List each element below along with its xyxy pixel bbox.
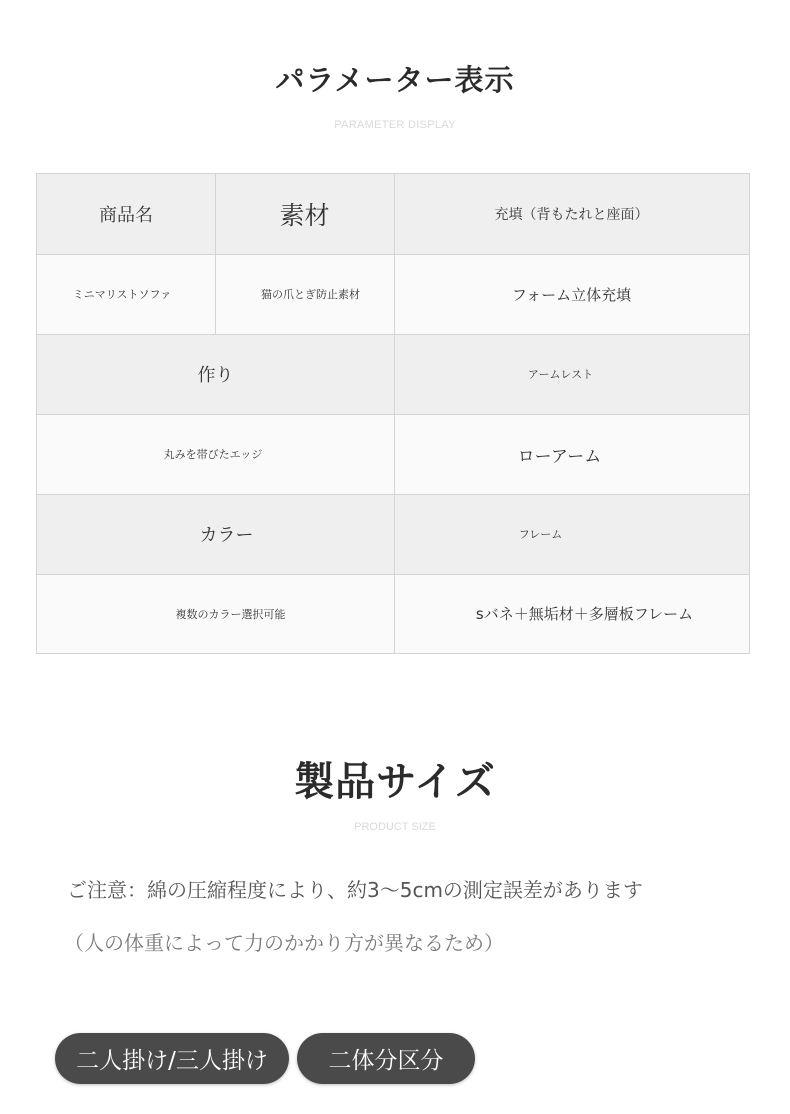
- parameter-section-title: パラメーター表示: [275, 63, 515, 97]
- material-value: 猫の爪とぎ防止素材: [261, 288, 360, 301]
- table-divider: [215, 174, 216, 334]
- material-label: 素材: [279, 201, 330, 230]
- color-label: カラー: [199, 525, 254, 546]
- tab-two-piece-split[interactable]: 二体分区分: [297, 1033, 475, 1084]
- table-row: [37, 414, 749, 494]
- armrest-label: アームレスト: [527, 368, 594, 381]
- size-section-title: 製品サイズ: [294, 759, 496, 805]
- table-row: [37, 574, 749, 653]
- table-divider: [37, 334, 749, 335]
- table-divider: [394, 174, 395, 653]
- table-row: [37, 254, 749, 334]
- color-value: 複数のカラー選択可能: [175, 607, 286, 621]
- parameter-section-subtitle: PARAMETER DISPLAY: [334, 119, 456, 131]
- size-section-subtitle: PRODUCT SIZE: [354, 821, 436, 833]
- tab-two-three-seater[interactable]: 二人掛け/三人掛け: [55, 1033, 289, 1084]
- style-label: 作り: [197, 365, 234, 386]
- measurement-notice: ご注意：綿の圧縮程度により、約3〜5cmの測定誤差があります: [67, 878, 643, 902]
- table-divider: [37, 574, 749, 575]
- measurement-notice-reason: （人の体重によって力のかかり方が異なるため）: [64, 931, 504, 955]
- table-row: [37, 334, 749, 414]
- parameter-table: [36, 173, 750, 654]
- table-divider: [37, 414, 749, 415]
- frame-value: sバネ＋無垢材＋多層板フレーム: [475, 605, 694, 623]
- filling-value: フォーム立体充填: [511, 285, 632, 304]
- table-row: [37, 494, 749, 574]
- table-divider: [37, 254, 749, 255]
- table-divider: [37, 494, 749, 495]
- product-name-label: 商品名: [99, 205, 153, 226]
- product-name-value: ミニマリストソファ: [72, 288, 172, 301]
- table-row: [37, 174, 749, 254]
- frame-label: フレーム: [518, 528, 563, 541]
- armrest-value: ローアーム: [517, 446, 602, 467]
- style-value: 丸みを帯びたエッジ: [163, 448, 263, 461]
- filling-label: 充填（背もたれと座面）: [494, 207, 649, 223]
